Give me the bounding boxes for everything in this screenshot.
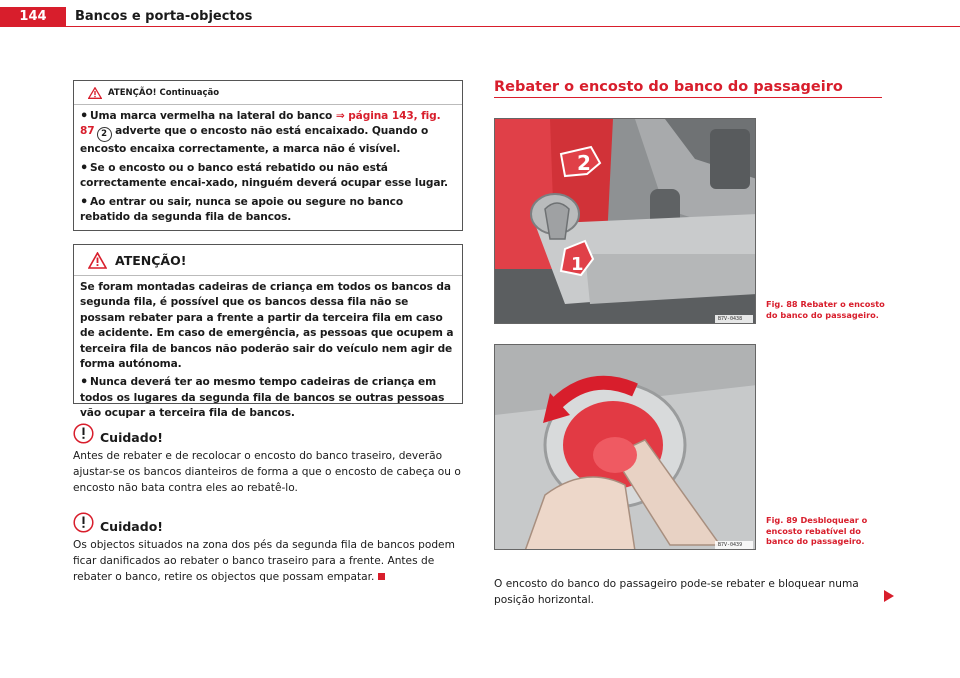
- release-lever-illustration: [495, 345, 756, 550]
- figure-code: B7V-0438: [718, 316, 743, 322]
- figure-code: B7V-0439: [718, 542, 743, 548]
- warning-continued-title: ATENÇÃO! Continuação: [108, 87, 220, 98]
- page-number: 144: [0, 7, 66, 26]
- bullet-icon: •: [80, 375, 89, 391]
- bullet-icon: •: [80, 109, 89, 124]
- callout-2-label: 2: [577, 151, 591, 175]
- warning-title: ATENÇÃO!: [115, 252, 187, 268]
- warning-continued-box: [73, 80, 463, 231]
- caution-exclamation-icon: [73, 423, 94, 444]
- caution-block: [73, 511, 465, 585]
- caution-header: [73, 511, 465, 533]
- warning-bullet-item: • Ao entrar ou sair, nunca se apoie ou segure no banco rebatido da segunda fila de bancos.: [80, 194, 404, 224]
- warning-header: [74, 245, 462, 276]
- caution-title: Cuidado!: [100, 429, 163, 445]
- figure-88-seat-illustration: [494, 118, 756, 324]
- section-end-marker: [378, 573, 385, 580]
- section-rule: [494, 97, 882, 98]
- section-title: Rebater o encosto do banco do passageiro: [494, 79, 843, 95]
- warning-box: [73, 244, 463, 420]
- figure-89-lever-illustration: [494, 344, 756, 550]
- section-paragraph: O encosto do banco do passageiro pode-se rebater e bloquear numa posição horizontal.: [494, 578, 859, 606]
- warning-continued-header: [74, 81, 462, 105]
- warning-paragraph: Se foram montadas cadeiras de criança em todos os bancos da segunda fila, é possível que os bancos dessa fila não se possam rebater para a frente a partir da terceira fila em caso de acidente. Em caso de emergência, as pessoas que ocupem a terceira fila de bancos não poderão sair do veículo nem agir de forma autónoma.: [80, 281, 454, 371]
- warning-triangle-icon: [88, 252, 107, 269]
- warning-bullet-item: • Uma marca vermelha na lateral do banco ⇒ página 143, fig. 87 2 adverte que o encosto não está encaixado. Quando o encosto encaixa correctamente, a marca não é visível.: [80, 109, 441, 156]
- bullet-icon: •: [80, 160, 89, 176]
- passenger-seat-illustration: [495, 119, 756, 324]
- figure-89-caption: Fig. 89 Desbloquear o encosto rebatível do banco do passageiro.: [766, 515, 868, 546]
- bullet-icon: •: [80, 194, 89, 210]
- caution-header: [73, 422, 465, 444]
- caution-block: [73, 422, 465, 496]
- warning-bullet-item: • Se o encosto ou o banco está rebatido ou não está correctamente encai-xado, ninguém deverá ocupar esse lugar.: [80, 160, 448, 190]
- callout-1-label: 1: [571, 254, 584, 275]
- warning-bullet-item: • Nunca deverá ter ao mesmo tempo cadeiras de criança em todos os lugares da segunda fila de bancos se outras pessoas vão ocupar a terceira fila de bancos.: [80, 375, 445, 420]
- caution-exclamation-icon: [73, 512, 94, 533]
- warning-triangle-icon: [88, 87, 102, 99]
- callout-number: 2: [97, 127, 112, 142]
- warning-body: [74, 276, 462, 422]
- header-rule: [0, 26, 960, 27]
- warning-continued-body: [74, 105, 462, 225]
- caution-text: Os objectos situados na zona dos pés da segunda fila de bancos podem ficar danificados ao rebater o banco traseiro para a frente. Antes de rebater o banco, retire os objectos que possam empatar.: [73, 539, 455, 583]
- page-header-title: Bancos e porta-objectos: [75, 9, 253, 24]
- caution-text: Antes de rebater e de recolocar o encosto do banco traseiro, deverão ajustar-se os bancos dianteiros de forma a que o encosto de cabeça ou o encosto não bata contra eles ao rebatê-lo.: [73, 450, 461, 494]
- next-page-arrow-icon[interactable]: [884, 590, 894, 602]
- caution-title: Cuidado!: [100, 518, 163, 534]
- figure-88-caption: Fig. 88 Rebater o encosto do banco do passageiro.: [766, 299, 885, 320]
- page-cross-reference[interactable]: ⇒ página 143, fig. 87: [80, 110, 441, 138]
